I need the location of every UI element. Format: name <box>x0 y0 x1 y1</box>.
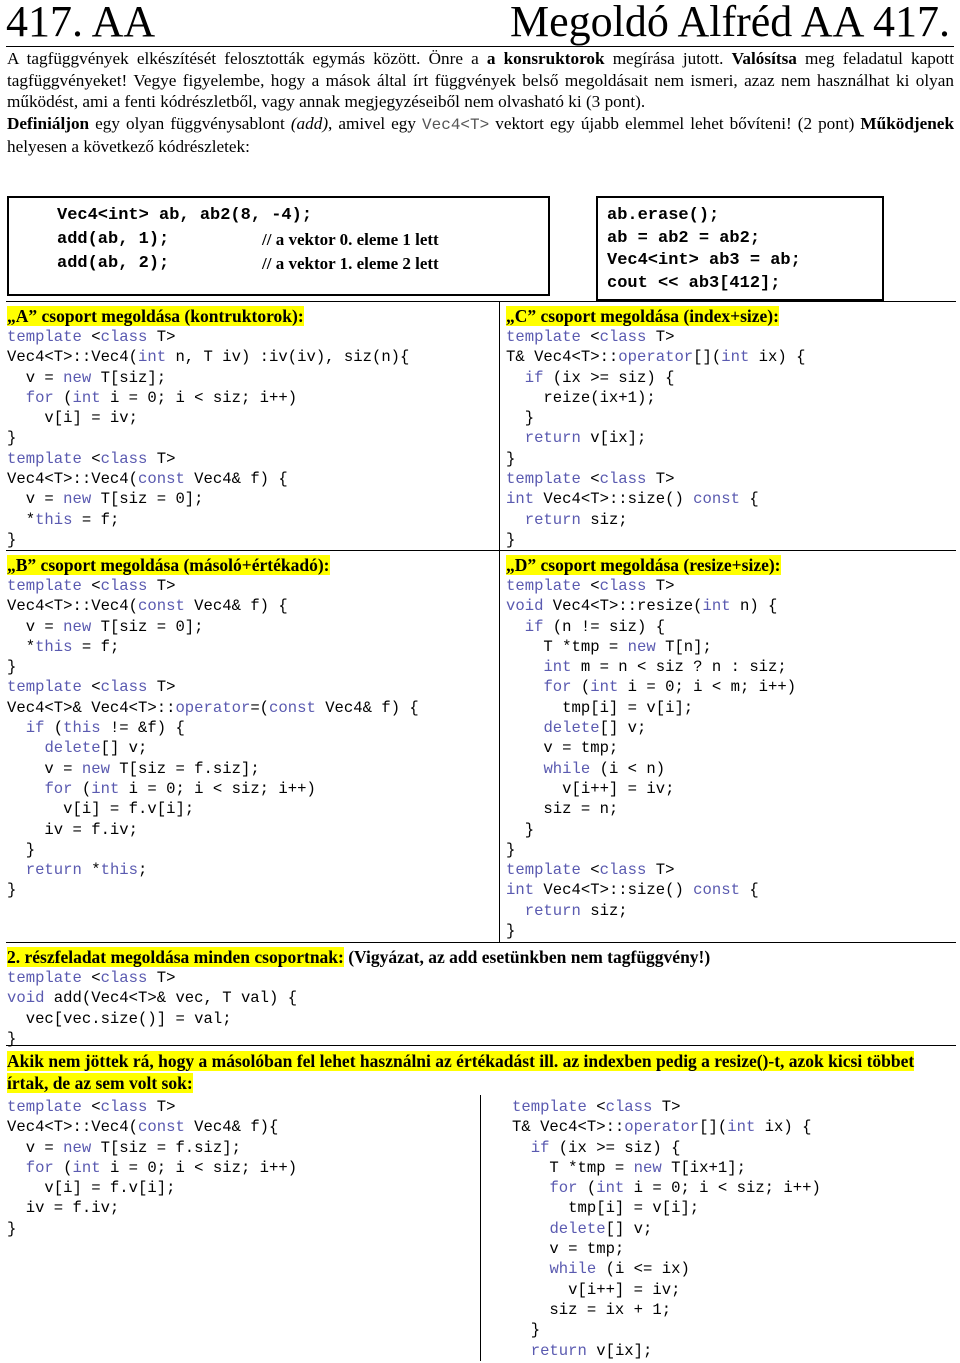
intro-paragraph-2 <box>7 113 954 158</box>
box-left-comment: // a vektor 1. eleme 2 lett <box>262 254 439 273</box>
box-right-row: Vec4<int> ab3 = ab; <box>607 251 801 270</box>
intro-text-run: A tagfüggvények elkészítését felosztották egymás között. Önre a <box>7 49 487 68</box>
code-line: } <box>506 530 516 549</box>
section-rule-top <box>6 301 956 302</box>
code-line: Vec4<T>& Vec4<T>::operator=(const Vec4& f) { <box>7 698 419 717</box>
code-line: T *tmp = new T[n]; <box>506 637 712 656</box>
code-line: v = new T[siz = 0]; <box>7 617 204 636</box>
column-divider-bottom <box>480 1095 481 1361</box>
intro-text-run: megírása jutott. <box>604 49 732 68</box>
intro-text-run: , amivel egy <box>328 113 423 133</box>
code-line: int Vec4<T>::size() const { <box>506 490 759 509</box>
intro-text-run: egy olyan függvénysablont <box>89 113 291 133</box>
code-line: template <class T> <box>506 470 675 489</box>
code-line: for (int i = 0; i < siz; i++) <box>549 1179 821 1198</box>
code-line: *this = f; <box>7 637 120 656</box>
code-block-d <box>506 576 796 941</box>
code-line: iv = f.iv; <box>7 1199 120 1218</box>
code-line: } <box>7 429 17 448</box>
code-line: } <box>506 840 516 859</box>
code-line: } <box>7 658 17 677</box>
example-box-right <box>596 196 884 301</box>
code-line: if (this != &f) { <box>25 719 185 738</box>
intro-code-run: Vec4<T> <box>422 115 490 134</box>
code-line: v = new T[siz = f.siz]; <box>7 1138 241 1157</box>
code-line: return v[ix]; <box>524 429 647 448</box>
box-left-row <box>57 204 548 228</box>
code-line: v[i++] = iv; <box>512 1280 681 1299</box>
header-right: Megoldó Alfréd AA 417. <box>510 0 950 46</box>
code-line: T& Vec4<T>::operator[](int ix) { <box>506 348 806 367</box>
code-line: void add(Vec4<T>& vec, T val) { <box>7 989 298 1008</box>
section-a-title <box>7 305 304 327</box>
box-left-row <box>57 228 548 252</box>
section-d-title-text: „D” csoport megoldása (resize+size): <box>506 555 781 575</box>
box-right-row: ab = ab2 = ab2; <box>607 228 761 248</box>
code-line: } <box>7 1029 17 1048</box>
intro-text-run: vektort egy újabb elemmel lehet bővíteni! (2 pont) <box>489 113 861 133</box>
code-line: } <box>512 1321 541 1340</box>
code-line: T *tmp = new T[ix+1]; <box>512 1158 746 1177</box>
code-line: int m = n < siz ? n : siz; <box>543 658 787 677</box>
code-line: Vec4<T>::Vec4(const Vec4& f){ <box>7 1118 279 1137</box>
code-line: } <box>7 1219 17 1238</box>
code-line: v = new T[siz]; <box>7 368 167 387</box>
code-block-a <box>7 327 409 550</box>
code-line: tmp[i] = v[i]; <box>506 698 694 717</box>
code-line: template <class T> <box>506 328 675 346</box>
code-line: delete[] v; <box>44 739 148 758</box>
code-line: v = tmp; <box>512 1240 625 1259</box>
code-line: for (int i = 0; i < siz; i++) <box>25 388 298 407</box>
part2-title-text: 2. részfeladat megoldása minden csoportnak: <box>7 947 344 967</box>
box-right-row: cout << ab3[412]; <box>607 273 781 293</box>
code-line: return siz; <box>524 510 628 529</box>
section-c-title-text: „C” csoport megoldása (index+size): <box>506 306 779 326</box>
code-line: v[i] = f.v[i]; <box>7 800 195 819</box>
code-line: reize(ix+1); <box>506 388 656 407</box>
code-line: } <box>506 922 516 941</box>
code-line: } <box>506 820 535 839</box>
code-line: for (int i = 0; i < m; i++) <box>543 678 797 697</box>
code-line: vec[vec.size()] = val; <box>7 1009 232 1028</box>
code-line: Vec4<T>::Vec4(const Vec4& f) { <box>7 597 288 616</box>
code-line: v = new T[siz = f.siz]; <box>7 759 260 778</box>
code-line: return *this; <box>25 861 148 880</box>
section-b-title <box>7 554 330 576</box>
intro-text-run: meg feladatul kapott tagfüggvényeket! Vegye figyelembe, hogy a mások által írt függvények belső megoldásait nem ismeri, azaz nem használhat ki olyan működést, ami a fenti kódrészletből, vagy annak megjegyzéseiből nem olvasható ki (3 pont). <box>7 49 954 111</box>
code-block-copy-ctor <box>7 1097 297 1239</box>
box-left-row <box>57 252 548 276</box>
part2-title <box>7 946 710 968</box>
column-divider <box>499 302 500 943</box>
section-rule-bottom <box>6 942 956 943</box>
section-c-title <box>506 305 779 327</box>
code-line: delete[] v; <box>549 1219 653 1238</box>
code-line: template <class T> <box>506 861 675 880</box>
code-line: template <class T> <box>7 577 176 595</box>
code-line: return v[ix]; <box>530 1341 653 1360</box>
box-left-code: Vec4<int> ab, ab2(8, -4); <box>57 206 313 225</box>
box-left-code: add(ab, 1); <box>57 230 170 249</box>
code-line: if (n != siz) { <box>524 617 666 636</box>
code-line: for (int i = 0; i < siz; i++) <box>25 1158 298 1177</box>
code-line: } <box>7 530 17 549</box>
code-line: for (int i = 0; i < siz; i++) <box>44 779 316 798</box>
intro-bold-run: Definiáljon <box>7 113 90 133</box>
code-line: iv = f.iv; <box>7 820 139 839</box>
code-block-c <box>506 327 805 550</box>
section-b-title-text: „B” csoport megoldása (másoló+értékadó): <box>7 555 330 575</box>
code-line: T& Vec4<T>::operator[](int ix) { <box>512 1118 812 1137</box>
code-line: } <box>506 449 516 468</box>
code-line: v[i++] = iv; <box>506 779 675 798</box>
code-line: template <class T> <box>7 449 176 468</box>
intro-text <box>7 48 954 158</box>
code-line: } <box>7 881 17 900</box>
code-line: while (i < n) <box>543 759 666 778</box>
code-line: template <class T> <box>7 328 176 346</box>
code-line: int Vec4<T>::size() const { <box>506 881 759 900</box>
code-line: *this = f; <box>7 510 120 529</box>
intro-italic-run: (add) <box>290 113 329 133</box>
code-line: if (ix >= siz) { <box>524 368 675 387</box>
code-line: v = tmp; <box>506 739 619 758</box>
code-line: } <box>506 409 535 428</box>
header-left: 417. AA <box>6 0 156 46</box>
code-line: template <class T> <box>7 969 176 987</box>
code-line: if (ix >= siz) { <box>530 1138 681 1157</box>
code-block-index-op <box>512 1097 821 1361</box>
code-line: while (i <= ix) <box>549 1260 690 1279</box>
code-line: template <class T> <box>7 678 176 697</box>
intro-bold-run: a konsruktorok <box>486 49 605 68</box>
code-block-part2 <box>7 968 297 1049</box>
section-d-title <box>506 554 781 576</box>
header-rule <box>6 46 954 47</box>
code-line: v[i] = f.v[i]; <box>7 1179 176 1198</box>
intro-paragraph-1 <box>7 48 954 113</box>
part2-note: (Vigyázat, az add esetünkben nem tagfüggvény!) <box>343 947 711 967</box>
code-line: template <class T> <box>7 1098 176 1116</box>
code-line: } <box>7 840 36 859</box>
intro-text-run: helyesen a következő kódrészletek: <box>7 137 250 156</box>
box-left-comment: // a vektor 0. eleme 1 lett <box>262 230 439 249</box>
code-line: siz = ix + 1; <box>512 1300 672 1319</box>
code-line: v = new T[siz = 0]; <box>7 490 204 509</box>
intro-bold-run: Valósítsa <box>731 49 797 68</box>
intro-bold-run: Működjenek <box>860 113 954 133</box>
code-line: return siz; <box>524 901 628 920</box>
code-line: siz = n; <box>506 800 619 819</box>
example-box-left <box>7 196 550 296</box>
code-line: void Vec4<T>::resize(int n) { <box>506 597 778 616</box>
box-left-code: add(ab, 2); <box>57 254 170 273</box>
code-line: v[i] = iv; <box>7 409 139 428</box>
code-line: template <class T> <box>512 1098 681 1116</box>
note-paragraph <box>7 1050 954 1094</box>
code-line: Vec4<T>::Vec4(int n, T iv) :iv(iv), siz(n){ <box>7 348 410 367</box>
code-line: delete[] v; <box>543 719 647 738</box>
code-line: Vec4<T>::Vec4(const Vec4& f) { <box>7 470 288 489</box>
section-a-title-text: „A” csoport megoldása (kontruktorok): <box>7 306 304 326</box>
box-right-row: ab.erase(); <box>607 206 720 225</box>
note-text: Akik nem jöttek rá, hogy a másolóban fel lehet használni az értékadást ill. az indexben pedig a resize()-t, azok kicsi többet írtak, de az sem volt sok: <box>7 1051 915 1093</box>
code-line: tmp[i] = v[i]; <box>512 1199 700 1218</box>
code-block-b <box>7 576 419 901</box>
code-line: template <class T> <box>506 577 675 595</box>
